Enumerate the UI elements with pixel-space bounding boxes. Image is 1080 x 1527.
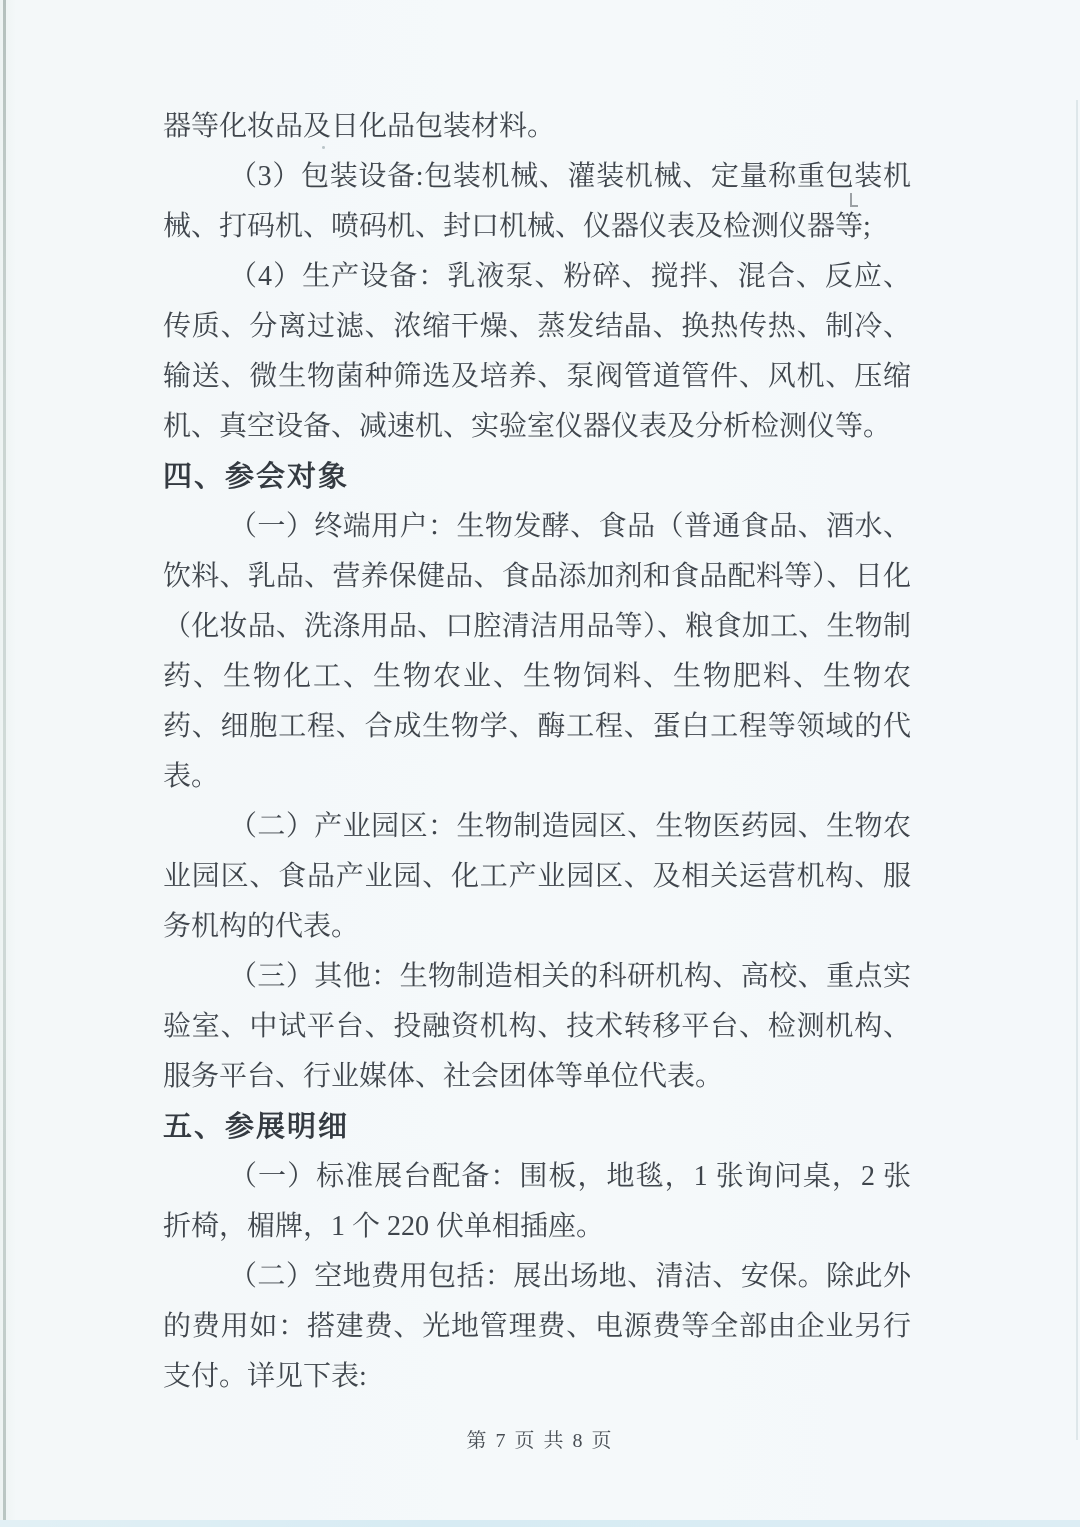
paragraph-attendees-industrial-parks: （二）产业园区：生物制造园区、生物医药园、生物农业园区、食品产业园、化工产业园区、及相关运营机构、服务机构的代表。 <box>163 811 911 942</box>
page-number-footer: 第 7 页 共 8 页 <box>466 1430 614 1452</box>
paragraph-standard-booth-equipment: （一）标准展台配备：围板，地毯，1 张询问桌，2 张折椅，楣牌，1 个 220 伏单相插座。 <box>163 1161 911 1242</box>
document-body <box>163 102 911 1402</box>
paragraph-item3-packaging-equipment: （3）包装设备:包装机械、灌装机械、定量称重包装机械、打码机、喷码机、封口机械、仪器仪表及检测仪器等; <box>163 161 911 242</box>
scan-left-edge-line <box>3 0 6 1527</box>
paragraph-item4-production-equipment: （4）生产设备：乳液泵、粉碎、搅拌、混合、反应、传质、分离过滤、浓缩干燥、蒸发结晶、换热传热、制冷、输送、微生物菌种筛选及培养、泵阀管道管件、风机、压缩机、真空设备、减速机、实验室仪器仪表及分析检测仪等。 <box>163 261 911 442</box>
scan-right-edge-line <box>1076 100 1078 1440</box>
paragraph-open-space-fees: （二）空地费用包括：展出场地、清洁、安保。除此外的费用如：搭建费、光地管理费、电源费等全部由企业另行支付。详见下表: <box>163 1261 911 1392</box>
scan-bottom-edge-strip <box>0 1520 1080 1527</box>
paragraph-packaging-materials-continuation: 器等化妆品及日化品包装材料。 <box>163 111 556 142</box>
section-heading-5-exhibition-details: 五、参展明细 <box>163 1111 350 1143</box>
paragraph-attendees-others: （三）其他：生物制造相关的科研机构、高校、重点实验室、中试平台、投融资机构、技术转移平台、检测机构、服务平台、行业媒体、社会团体等单位代表。 <box>163 961 911 1092</box>
paragraph-attendees-end-users: （一）终端用户：生物发酵、食品（普通食品、酒水、饮料、乳品、营养保健品、食品添加剂和食品配料等）、日化（化妆品、洗涤用品、口腔清洁用品等）、粮食加工、生物制药、生物化工、生物农业、生物饲料、生物肥料、生物农药、细胞工程、合成生物学、酶工程、蛋白工程等领域的代表。 <box>163 511 911 792</box>
section-heading-4-attendees: 四、参会对象 <box>163 461 350 493</box>
